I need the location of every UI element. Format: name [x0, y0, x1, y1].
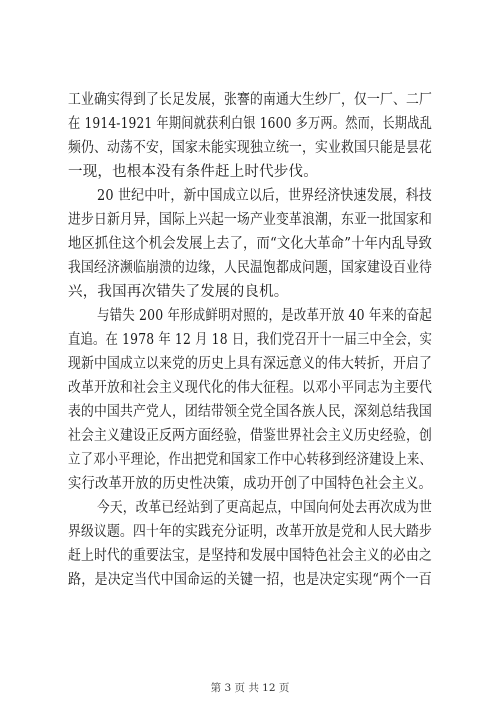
page-number-footer: 第 3 页 共 12 页 — [210, 682, 290, 694]
text-line: 立了邓小平理论，作出把党和国家工作中心转移到经济建设上来、 — [68, 452, 432, 468]
text-line: 频仍、动荡不安，国家未能实现独立统一，实业救国只能是昙花 — [68, 140, 432, 156]
paragraph-3 — [68, 304, 432, 496]
text-line: 在 1914-1921 年期间就获利白银 1600 多万两。然而，长期战乱 — [68, 116, 433, 132]
text-line: 赶上时代的重要法宝，是坚持和发展中国特色社会主义的必由之 — [68, 548, 432, 564]
document-body — [68, 88, 432, 592]
paragraph-1 — [68, 88, 432, 184]
text-line: 地区抓住这个机会发展上去了，而“文化大革命”十年内乱导致 — [68, 236, 433, 252]
paragraph-2 — [68, 184, 432, 304]
paragraph-4 — [68, 496, 432, 592]
text-line: 20 世纪中叶，新中国成立以后，世界经济快速发展，科技 — [97, 188, 432, 204]
text-line: 改革开放和社会主义现代化的伟大征程。以邓小平同志为主要代 — [68, 380, 432, 396]
text-line: 工业确实得到了长足发展，张謇的南通大生纱厂，仅一厂、二厂 — [68, 92, 432, 108]
text-line: 今天，改革已经站到了更高起点，中国向何处去再次成为世 — [97, 500, 433, 516]
text-line: 兴，我国再次错失了发展的良机。 — [68, 284, 289, 300]
text-line: 我国经济濒临崩溃的边缘，人民温饱都成问题，国家建设百业待 — [68, 260, 432, 276]
text-line: 一现，也根本没有条件赶上时代步伐。 — [68, 164, 318, 180]
text-line: 现新中国成立以来党的历史上具有深远意义的伟大转折，开启了 — [68, 356, 432, 372]
text-line: 社会主义建设正反两方面经验，借鉴世界社会主义历史经验，创 — [68, 428, 432, 444]
text-line: 界级议题。四十年的实践充分证明，改革开放是党和人民大踏步 — [68, 524, 432, 540]
text-line: 表的中国共产党人，团结带领全党全国各族人民，深刻总结我国 — [68, 404, 432, 420]
text-line: 直追。在 1978 年 12 月 18 日，我们党召开十一届三中全会，实 — [68, 332, 433, 348]
text-line: 路，是决定当代中国命运的关键一招，也是决定实现“两个一百 — [68, 572, 432, 588]
text-line: 实行改革开放的历史性决策，成功开创了中国特色社会主义。 — [68, 476, 433, 492]
text-line: 进步日新月异，国际上兴起一场产业变革浪潮，东亚一批国家和 — [68, 212, 432, 228]
text-line: 与错失 200 年形成鲜明对照的，是改革开放 40 年来的奋起 — [97, 308, 433, 324]
